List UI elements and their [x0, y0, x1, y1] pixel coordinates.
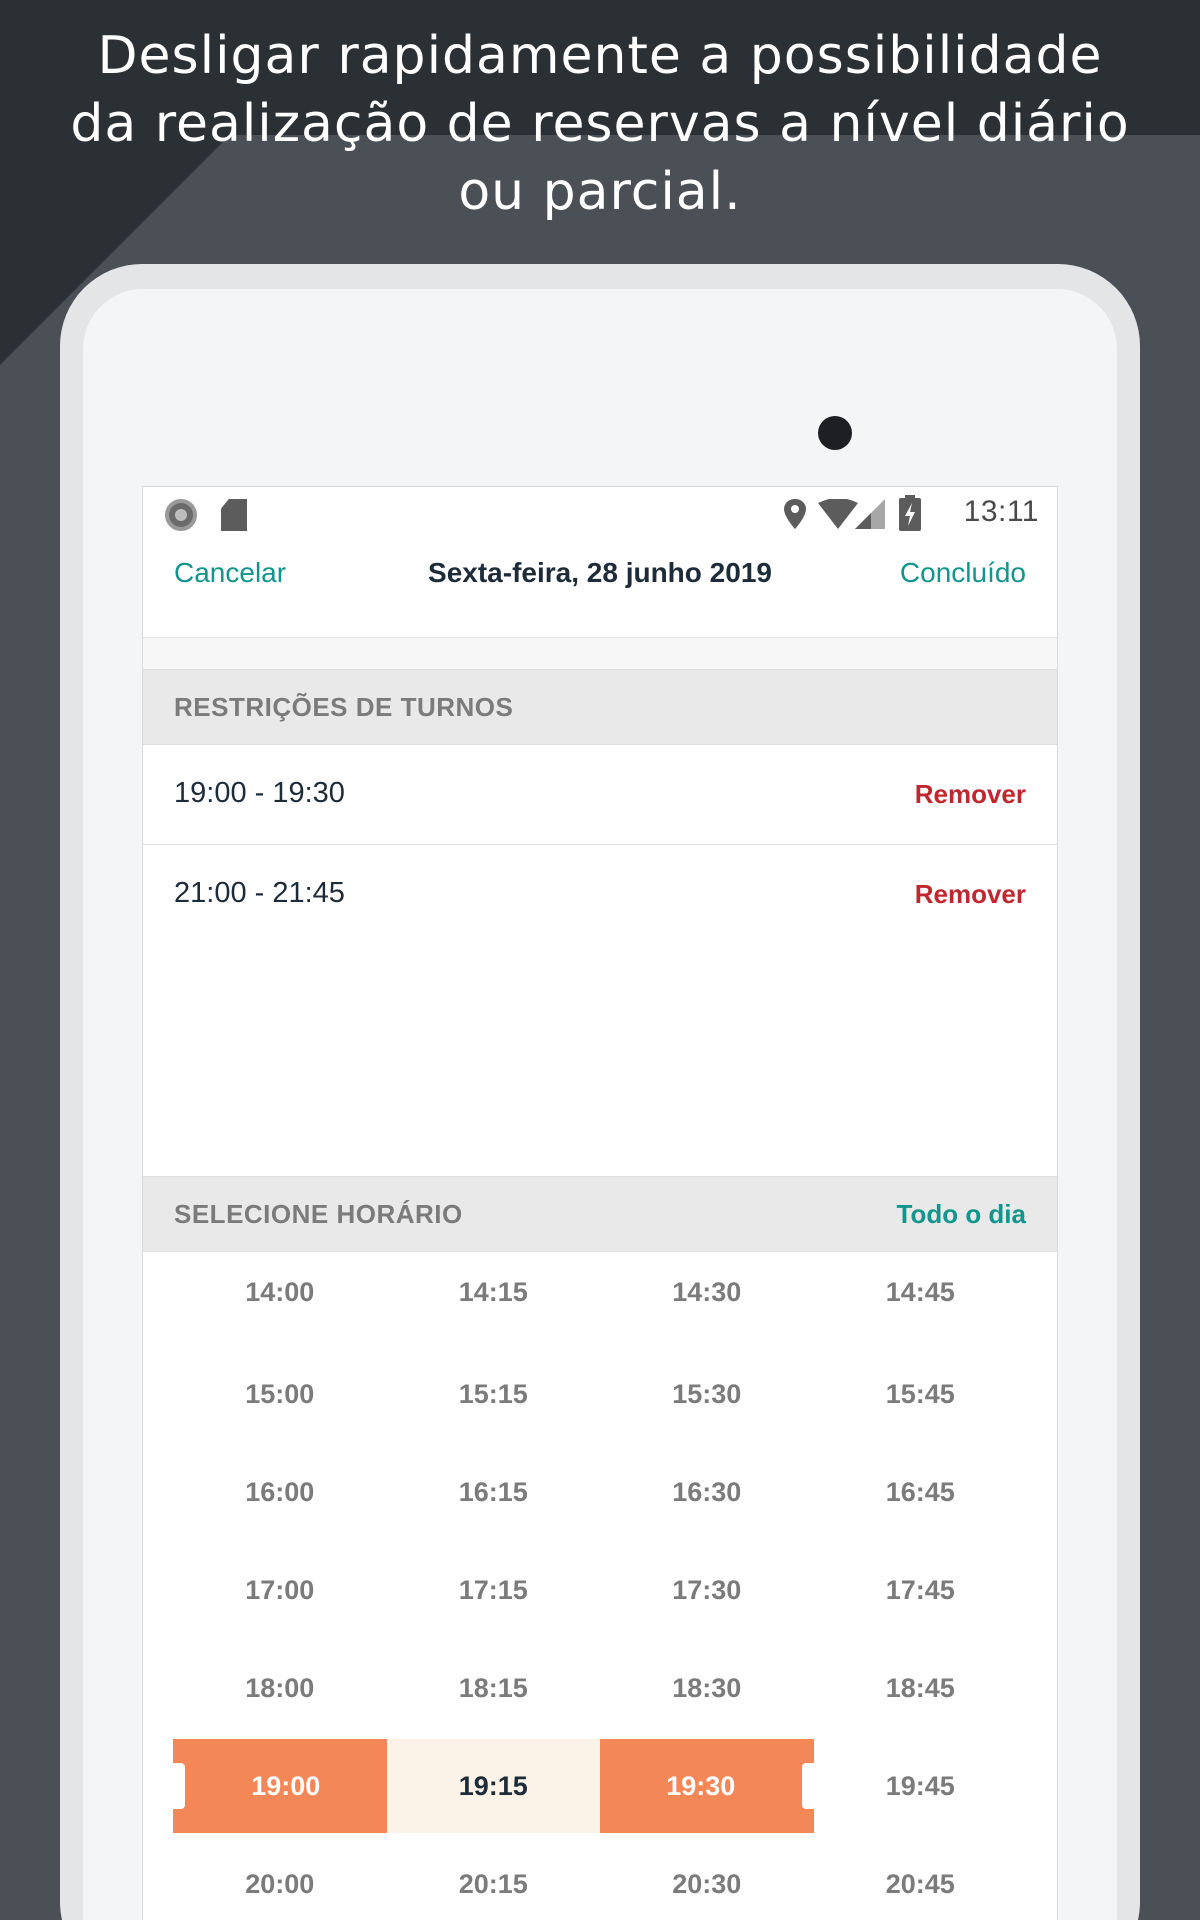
- time-slot[interactable]: 16:00: [245, 1476, 315, 1507]
- time-slot[interactable]: 19:15: [387, 1739, 601, 1833]
- restriction-time: 21:00 - 21:45: [174, 877, 345, 909]
- time-slot-row: [173, 1265, 1027, 1319]
- headline: Desligar rapidamente a possibilidade da realização de reservas a nível diário ou parcial.: [70, 26, 1130, 222]
- time-slot[interactable]: 20:00: [245, 1868, 315, 1899]
- cell-signal-icon: [855, 499, 885, 529]
- time-slot-row: [173, 1835, 1027, 1920]
- time-slot[interactable]: 16:30: [672, 1476, 742, 1507]
- time-slot[interactable]: 17:30: [672, 1574, 742, 1605]
- restriction-time: 19:00 - 19:30: [174, 777, 345, 809]
- sync-circle-icon: [165, 499, 197, 531]
- time-slot[interactable]: 20:30: [672, 1868, 742, 1899]
- time-slot[interactable]: 15:45: [885, 1378, 955, 1409]
- time-slot[interactable]: 19:45: [885, 1770, 955, 1801]
- all-day-button[interactable]: Todo o dia: [896, 1199, 1026, 1229]
- app-screen: [142, 486, 1058, 1920]
- toolbar: [143, 539, 1057, 621]
- section-gap: [143, 638, 1057, 670]
- time-slot[interactable]: 14:00: [245, 1276, 315, 1307]
- time-slot[interactable]: 17:15: [458, 1574, 528, 1605]
- page-title: Sexta-feira, 28 junho 2019: [428, 557, 772, 588]
- time-slot[interactable]: 18:30: [672, 1672, 742, 1703]
- time-slot[interactable]: 15:30: [672, 1378, 742, 1409]
- time-slot[interactable]: 20:45: [885, 1868, 955, 1899]
- time-slot[interactable]: 15:15: [458, 1378, 528, 1409]
- time-slot[interactable]: 14:15: [458, 1276, 528, 1307]
- cancel-button[interactable]: Cancelar: [174, 557, 287, 588]
- time-slot-row: [173, 1737, 1027, 1835]
- select-time-header-label: SELECIONE HORÁRIO: [174, 1199, 463, 1229]
- time-slot[interactable]: 19:00: [173, 1739, 387, 1833]
- status-time: 13:11: [963, 495, 1039, 528]
- time-slot[interactable]: 16:45: [885, 1476, 955, 1507]
- restriction-row: [143, 845, 1057, 945]
- time-slot[interactable]: 14:30: [672, 1276, 742, 1307]
- time-slot[interactable]: 19:30: [600, 1739, 814, 1833]
- time-slot[interactable]: 18:45: [885, 1672, 955, 1703]
- restrictions-header: [143, 669, 1057, 745]
- restrictions-header-label: RESTRIÇÕES DE TURNOS: [174, 692, 514, 722]
- time-slot[interactable]: 15:00: [245, 1378, 315, 1409]
- time-slot[interactable]: 16:15: [458, 1476, 528, 1507]
- sd-card-icon: [221, 499, 247, 531]
- time-slot[interactable]: 17:45: [885, 1574, 955, 1605]
- time-slot-row: [173, 1541, 1027, 1639]
- time-slot[interactable]: 14:45: [885, 1276, 955, 1307]
- done-button[interactable]: Concluído: [899, 557, 1026, 588]
- time-slot-row: [173, 1345, 1027, 1443]
- battery-charging-icon: [899, 495, 921, 531]
- time-slot[interactable]: 17:00: [245, 1574, 315, 1605]
- select-time-header: [143, 1176, 1057, 1252]
- time-slot-row: [173, 1639, 1027, 1737]
- remove-restriction-button[interactable]: Remover: [914, 779, 1026, 809]
- restriction-row: [143, 745, 1057, 845]
- status-bar: [143, 487, 1057, 539]
- location-pin-icon: [783, 497, 807, 531]
- time-slot-row: [173, 1443, 1027, 1541]
- time-slot[interactable]: 18:15: [458, 1672, 528, 1703]
- wifi-icon: [818, 499, 858, 529]
- time-slot[interactable]: 18:00: [245, 1672, 315, 1703]
- camera-icon: [818, 416, 852, 450]
- remove-restriction-button[interactable]: Remover: [914, 879, 1026, 909]
- time-slot[interactable]: 20:15: [458, 1868, 528, 1899]
